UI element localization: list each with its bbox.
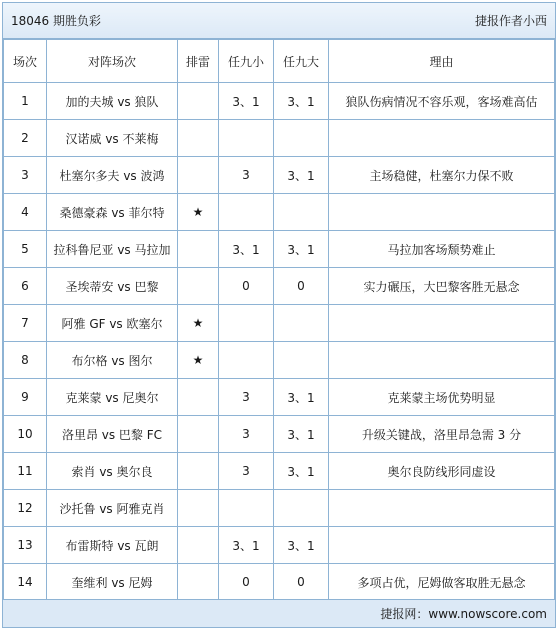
- risk-mark: ★: [178, 305, 219, 342]
- reason-text: 马拉加客场颓势难止: [329, 231, 555, 268]
- risk-mark: [178, 527, 219, 564]
- r9-small-pick: [219, 490, 274, 527]
- r9-large-pick: 3、1: [274, 416, 329, 453]
- table-row: [4, 305, 555, 342]
- r9-large-pick: 3、1: [274, 527, 329, 564]
- table-row: [4, 157, 555, 194]
- reason-text: 实力碾压，大巴黎客胜无悬念: [329, 268, 555, 305]
- table-row: [4, 268, 555, 305]
- table-row: [4, 83, 555, 120]
- panel-footer: [3, 599, 555, 627]
- r9-small-pick: [219, 194, 274, 231]
- r9-large-pick: [274, 490, 329, 527]
- r9-small-pick: 0: [219, 268, 274, 305]
- reason-text: 狼队伤病情况不容乐观，客场难高估: [329, 83, 555, 120]
- match-teams: 奎维利 vs 尼姆: [47, 564, 178, 601]
- match-index: 3: [4, 157, 47, 194]
- lottery-table-panel: [2, 2, 556, 628]
- table-row: [4, 194, 555, 231]
- col-header-r9-small: 任九小: [219, 40, 274, 83]
- match-index: 9: [4, 379, 47, 416]
- risk-mark: [178, 564, 219, 601]
- r9-large-pick: 0: [274, 268, 329, 305]
- risk-mark: [178, 231, 219, 268]
- table-row: [4, 453, 555, 490]
- author-label: 捷报作者小西: [474, 14, 547, 28]
- col-header-reason: 理由: [329, 40, 555, 83]
- risk-mark: [178, 268, 219, 305]
- table-row: [4, 379, 555, 416]
- match-teams: 桑德豪森 vs 菲尔特: [47, 194, 178, 231]
- r9-large-pick: [274, 120, 329, 157]
- reason-text: 克莱蒙主场优势明显: [329, 379, 555, 416]
- r9-small-pick: [219, 342, 274, 379]
- r9-small-pick: 3: [219, 379, 274, 416]
- reason-text: 主场稳健，杜塞尔力保不败: [329, 157, 555, 194]
- r9-large-pick: 3、1: [274, 453, 329, 490]
- r9-small-pick: 3、1: [219, 231, 274, 268]
- table-row: [4, 342, 555, 379]
- match-teams: 圣埃蒂安 vs 巴黎: [47, 268, 178, 305]
- r9-large-pick: 3、1: [274, 157, 329, 194]
- risk-mark: [178, 453, 219, 490]
- col-header-risk: 排雷: [178, 40, 219, 83]
- match-index: 8: [4, 342, 47, 379]
- match-index: 1: [4, 83, 47, 120]
- match-index: 10: [4, 416, 47, 453]
- match-teams: 阿雅 GF vs 欧塞尔: [47, 305, 178, 342]
- match-teams: 克莱蒙 vs 尼奥尔: [47, 379, 178, 416]
- match-teams: 沙托鲁 vs 阿雅克肖: [47, 490, 178, 527]
- risk-mark: [178, 83, 219, 120]
- col-header-match: 对阵场次: [47, 40, 178, 83]
- issue-title: 18046 期胜负彩: [11, 14, 101, 28]
- source-credit: 捷报网：www.nowscore.com: [380, 607, 547, 621]
- risk-mark: ★: [178, 194, 219, 231]
- table-row: [4, 490, 555, 527]
- table-row: [4, 564, 555, 601]
- r9-small-pick: 3: [219, 453, 274, 490]
- r9-large-pick: 3、1: [274, 83, 329, 120]
- match-index: 6: [4, 268, 47, 305]
- col-header-r9-large: 任九大: [274, 40, 329, 83]
- match-index: 7: [4, 305, 47, 342]
- match-index: 13: [4, 527, 47, 564]
- r9-large-pick: 3、1: [274, 231, 329, 268]
- risk-mark: ★: [178, 342, 219, 379]
- match-table: [3, 39, 555, 601]
- reason-text: [329, 527, 555, 564]
- r9-large-pick: [274, 194, 329, 231]
- table-header-row: [4, 40, 555, 83]
- match-teams: 洛里昂 vs 巴黎 FC: [47, 416, 178, 453]
- match-index: 5: [4, 231, 47, 268]
- match-teams: 索肖 vs 奥尔良: [47, 453, 178, 490]
- risk-mark: [178, 120, 219, 157]
- match-teams: 杜塞尔多夫 vs 波鸿: [47, 157, 178, 194]
- risk-mark: [178, 379, 219, 416]
- match-teams: 汉诺威 vs 不莱梅: [47, 120, 178, 157]
- r9-small-pick: 3、1: [219, 527, 274, 564]
- risk-mark: [178, 416, 219, 453]
- table-row: [4, 231, 555, 268]
- match-teams: 拉科鲁尼亚 vs 马拉加: [47, 231, 178, 268]
- reason-text: 多项占优，尼姆做客取胜无悬念: [329, 564, 555, 601]
- match-teams: 布尔格 vs 图尔: [47, 342, 178, 379]
- r9-small-pick: 3: [219, 157, 274, 194]
- reason-text: [329, 305, 555, 342]
- reason-text: [329, 490, 555, 527]
- r9-small-pick: 0: [219, 564, 274, 601]
- col-header-index: 场次: [4, 40, 47, 83]
- r9-large-pick: [274, 305, 329, 342]
- table-row: [4, 416, 555, 453]
- r9-small-pick: [219, 305, 274, 342]
- match-index: 14: [4, 564, 47, 601]
- table-row: [4, 527, 555, 564]
- r9-large-pick: 0: [274, 564, 329, 601]
- risk-mark: [178, 157, 219, 194]
- panel-header: [3, 3, 555, 39]
- r9-large-pick: [274, 342, 329, 379]
- match-index: 4: [4, 194, 47, 231]
- r9-small-pick: 3、1: [219, 83, 274, 120]
- reason-text: [329, 342, 555, 379]
- reason-text: 奥尔良防线形同虚设: [329, 453, 555, 490]
- reason-text: [329, 194, 555, 231]
- match-teams: 布雷斯特 vs 瓦朗: [47, 527, 178, 564]
- match-teams: 加的夫城 vs 狼队: [47, 83, 178, 120]
- r9-small-pick: [219, 120, 274, 157]
- match-index: 11: [4, 453, 47, 490]
- risk-mark: [178, 490, 219, 527]
- match-index: 12: [4, 490, 47, 527]
- r9-large-pick: 3、1: [274, 379, 329, 416]
- table-row: [4, 120, 555, 157]
- match-index: 2: [4, 120, 47, 157]
- reason-text: [329, 120, 555, 157]
- reason-text: 升级关键战，洛里昂急需 3 分: [329, 416, 555, 453]
- r9-small-pick: 3: [219, 416, 274, 453]
